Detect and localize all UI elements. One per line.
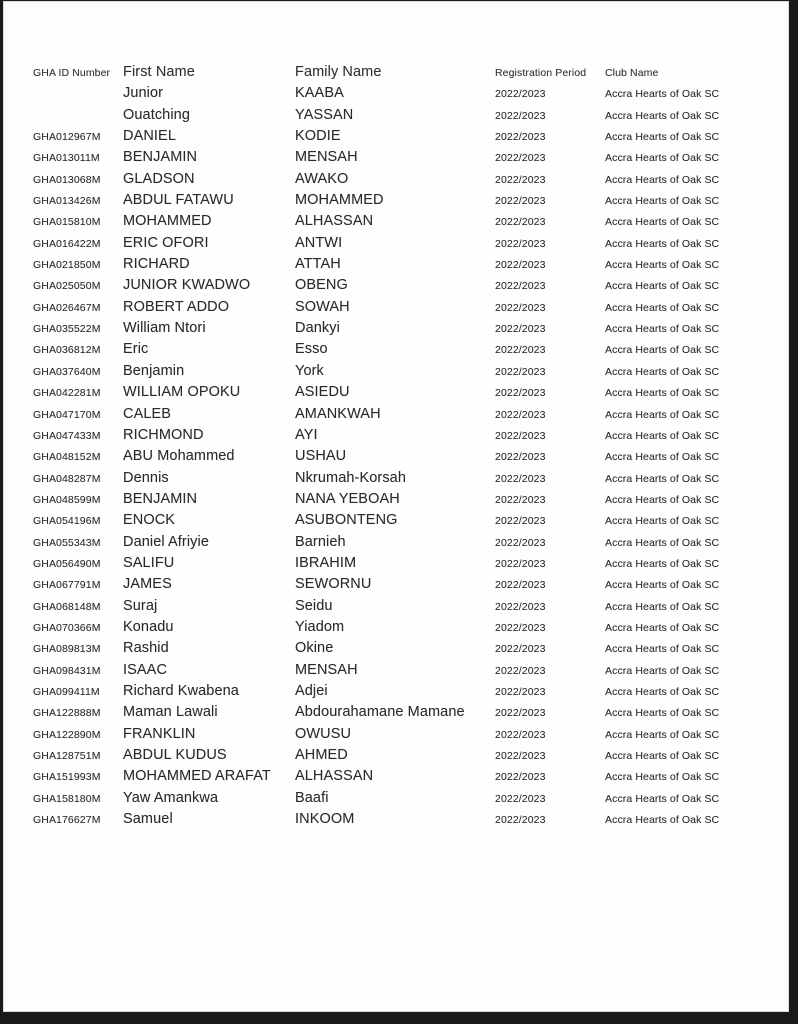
header-family-name: Family Name xyxy=(295,64,382,80)
cell-family-name: YASSAN xyxy=(295,106,354,123)
cell-registration-period: 2022/2023 xyxy=(495,237,546,250)
cell-first-name: ABDUL KUDUS xyxy=(123,747,227,763)
cell-first-name: Samuel xyxy=(123,811,173,828)
table-row xyxy=(33,598,779,619)
cell-registration-period: 2022/2023 xyxy=(495,451,546,464)
cell-registration-period: 2022/2023 xyxy=(495,216,546,229)
header-club-name: Club Name xyxy=(605,67,659,79)
cell-club-name: Accra Hearts of Oak SC xyxy=(605,301,720,314)
cell-registration-period: 2022/2023 xyxy=(495,408,546,421)
cell-registration-period: 2022/2023 xyxy=(495,323,546,336)
cell-club-name: Accra Hearts of Oak SC xyxy=(605,387,720,400)
table-row xyxy=(33,726,779,747)
cell-gha-id-number: GHA176627M xyxy=(33,814,101,827)
cell-gha-id-number: GHA122890M xyxy=(33,728,101,741)
cell-family-name: ALHASSAN xyxy=(295,213,374,230)
cell-first-name: ABDUL FATAWU xyxy=(123,192,234,209)
table-row xyxy=(33,704,779,725)
cell-club-name: Accra Hearts of Oak SC xyxy=(605,365,720,378)
cell-first-name: Yaw Amankwa xyxy=(123,789,219,806)
table-row xyxy=(33,747,779,768)
cell-family-name: MENSAH xyxy=(295,149,358,166)
cell-registration-period: 2022/2023 xyxy=(495,814,546,827)
cell-registration-period: 2022/2023 xyxy=(495,301,546,314)
table-row xyxy=(33,470,779,491)
cell-gha-id-number: GHA122888M xyxy=(33,707,101,720)
cell-family-name: AMANKWAH xyxy=(295,405,381,422)
cell-first-name: Daniel Afriyie xyxy=(123,533,210,550)
cell-gha-id-number: GHA015810M xyxy=(33,216,101,229)
cell-registration-period: 2022/2023 xyxy=(495,387,546,400)
header-registration-period: Registration Period xyxy=(495,67,587,79)
cell-family-name: Yiadom xyxy=(295,618,345,635)
cell-family-name: Esso xyxy=(295,341,328,358)
cell-family-name: USHAU xyxy=(295,448,347,465)
cell-gha-id-number: GHA054196M xyxy=(33,515,101,528)
cell-registration-period: 2022/2023 xyxy=(495,600,546,613)
table-row xyxy=(33,128,779,149)
cell-registration-period: 2022/2023 xyxy=(495,365,546,378)
cell-registration-period: 2022/2023 xyxy=(495,664,546,677)
cell-club-name: Accra Hearts of Oak SC xyxy=(605,643,720,656)
table-row xyxy=(33,555,779,576)
cell-club-name: Accra Hearts of Oak SC xyxy=(605,109,720,122)
cell-first-name: Dennis xyxy=(123,469,169,486)
cell-gha-id-number: GHA013068M xyxy=(33,173,101,186)
cell-family-name: Nkrumah-Korsah xyxy=(295,469,406,486)
cell-gha-id-number: GHA056490M xyxy=(33,557,101,570)
table-row xyxy=(33,341,779,362)
cell-first-name: ERIC OFORI xyxy=(123,234,209,251)
cell-family-name: SOWAH xyxy=(295,298,350,315)
cell-first-name: SALIFU xyxy=(123,554,175,571)
cell-club-name: Accra Hearts of Oak SC xyxy=(605,451,720,464)
cell-first-name: Benjamin xyxy=(123,362,185,379)
cell-club-name: Accra Hearts of Oak SC xyxy=(605,685,720,698)
table-row xyxy=(33,619,779,640)
cell-family-name: KAABA xyxy=(295,85,344,102)
cell-registration-period: 2022/2023 xyxy=(495,173,546,186)
table-row xyxy=(33,256,779,277)
cell-family-name: MOHAMMED xyxy=(295,192,384,209)
cell-club-name: Accra Hearts of Oak SC xyxy=(605,579,720,592)
cell-first-name: Maman Lawali xyxy=(123,704,218,721)
cell-family-name: ANTWI xyxy=(295,234,343,251)
cell-gha-id-number: GHA068148M xyxy=(33,600,101,613)
table-row xyxy=(33,213,779,234)
cell-registration-period: 2022/2023 xyxy=(495,707,546,720)
cell-first-name: ABU Mohammed xyxy=(123,448,235,465)
cell-first-name: ISAAC xyxy=(123,661,168,678)
cell-club-name: Accra Hearts of Oak SC xyxy=(605,344,720,357)
cell-registration-period: 2022/2023 xyxy=(495,515,546,528)
cell-gha-id-number: GHA048152M xyxy=(33,451,101,464)
cell-first-name: JAMES xyxy=(123,576,172,593)
cell-first-name: Junior xyxy=(123,85,164,102)
cell-club-name: Accra Hearts of Oak SC xyxy=(605,771,720,784)
cell-family-name: Okine xyxy=(295,640,334,657)
cell-gha-id-number: GHA048287M xyxy=(33,472,101,485)
cell-registration-period: 2022/2023 xyxy=(495,344,546,357)
cell-registration-period: 2022/2023 xyxy=(495,88,546,101)
cell-registration-period: 2022/2023 xyxy=(495,472,546,485)
cell-first-name: Rashid xyxy=(123,640,169,657)
cell-family-name: KODIE xyxy=(295,128,341,145)
cell-registration-period: 2022/2023 xyxy=(495,750,546,762)
cell-first-name: BENJAMIN xyxy=(123,490,198,507)
table-row xyxy=(33,534,779,555)
cell-first-name: RICHMOND xyxy=(123,426,204,443)
cell-first-name: Eric xyxy=(123,341,149,358)
cell-registration-period: 2022/2023 xyxy=(495,109,546,122)
cell-gha-id-number: GHA025050M xyxy=(33,280,101,293)
cell-registration-period: 2022/2023 xyxy=(495,536,546,549)
cell-family-name: Abdourahamane Mamane xyxy=(295,704,465,721)
cell-club-name: Accra Hearts of Oak SC xyxy=(605,216,720,229)
cell-club-name: Accra Hearts of Oak SC xyxy=(605,792,720,805)
cell-family-name: AYI xyxy=(295,426,318,443)
cell-club-name: Accra Hearts of Oak SC xyxy=(605,408,720,421)
cell-first-name: CALEB xyxy=(123,405,172,422)
table-row xyxy=(33,277,779,298)
cell-first-name: RICHARD xyxy=(123,256,190,273)
cell-registration-period: 2022/2023 xyxy=(495,131,546,144)
cell-club-name: Accra Hearts of Oak SC xyxy=(605,88,720,101)
cell-family-name: NANA YEBOAH xyxy=(295,490,400,507)
table-row xyxy=(33,235,779,256)
table-row xyxy=(33,811,779,832)
table-row xyxy=(33,406,779,427)
table-row xyxy=(33,299,779,320)
cell-family-name: ATTAH xyxy=(295,256,341,273)
cell-family-name: ASIEDU xyxy=(295,384,350,401)
table-body xyxy=(33,85,779,832)
cell-gha-id-number: GHA042281M xyxy=(33,387,101,400)
cell-first-name: Ouatching xyxy=(123,106,190,123)
cell-first-name: Konadu xyxy=(123,618,174,635)
table-row xyxy=(33,512,779,533)
cell-gha-id-number: GHA048599M xyxy=(33,493,101,506)
cell-club-name: Accra Hearts of Oak SC xyxy=(605,536,720,549)
cell-gha-id-number: GHA036812M xyxy=(33,344,101,357)
cell-club-name: Accra Hearts of Oak SC xyxy=(605,728,720,741)
cell-gha-id-number: GHA098431M xyxy=(33,664,101,677)
cell-registration-period: 2022/2023 xyxy=(495,792,546,805)
cell-family-name: Baafi xyxy=(295,789,329,806)
document-page xyxy=(3,1,789,1012)
cell-gha-id-number: GHA151993M xyxy=(33,771,101,784)
table-row xyxy=(33,171,779,192)
cell-club-name: Accra Hearts of Oak SC xyxy=(605,195,720,208)
cell-club-name: Accra Hearts of Oak SC xyxy=(605,707,720,720)
table-row xyxy=(33,640,779,661)
cell-first-name: Richard Kwabena xyxy=(123,682,239,699)
cell-club-name: Accra Hearts of Oak SC xyxy=(605,472,720,485)
cell-registration-period: 2022/2023 xyxy=(495,195,546,208)
table-row xyxy=(33,320,779,341)
cell-family-name: Barnieh xyxy=(295,533,346,550)
cell-first-name: GLADSON xyxy=(123,170,195,187)
cell-registration-period: 2022/2023 xyxy=(495,557,546,570)
cell-gha-id-number: GHA012967M xyxy=(33,131,101,144)
table-row xyxy=(33,768,779,789)
cell-registration-period: 2022/2023 xyxy=(495,643,546,656)
cell-club-name: Accra Hearts of Oak SC xyxy=(605,429,720,442)
cell-family-name: ASUBONTENG xyxy=(295,512,398,529)
cell-family-name: OBENG xyxy=(295,277,348,294)
cell-gha-id-number: GHA047433M xyxy=(33,429,101,442)
cell-club-name: Accra Hearts of Oak SC xyxy=(605,600,720,613)
cell-registration-period: 2022/2023 xyxy=(495,685,546,698)
cell-club-name: Accra Hearts of Oak SC xyxy=(605,621,720,634)
cell-gha-id-number: GHA055343M xyxy=(33,536,101,549)
cell-first-name: William Ntori xyxy=(123,320,206,337)
table-row xyxy=(33,85,779,106)
cell-club-name: Accra Hearts of Oak SC xyxy=(605,259,720,272)
cell-first-name: FRANKLIN xyxy=(123,725,196,742)
cell-club-name: Accra Hearts of Oak SC xyxy=(605,237,720,250)
cell-first-name: Suraj xyxy=(123,597,158,614)
cell-gha-id-number: GHA035522M xyxy=(33,323,101,336)
cell-gha-id-number: GHA099411M xyxy=(33,685,100,698)
cell-gha-id-number: GHA089813M xyxy=(33,643,101,656)
header-gha-id-number: GHA ID Number xyxy=(33,67,111,79)
cell-family-name: AWAKO xyxy=(295,170,349,187)
cell-first-name: ENOCK xyxy=(123,512,176,529)
cell-family-name: SEWORNU xyxy=(295,576,372,593)
cell-family-name: ALHASSAN xyxy=(295,768,374,785)
table-row xyxy=(33,192,779,213)
cell-registration-period: 2022/2023 xyxy=(495,429,546,442)
table-header-row xyxy=(33,64,779,85)
table-row xyxy=(33,790,779,811)
table-row xyxy=(33,384,779,405)
header-first-name: First Name xyxy=(123,64,195,80)
cell-club-name: Accra Hearts of Oak SC xyxy=(605,557,720,570)
cell-first-name: DANIEL xyxy=(123,128,176,145)
cell-gha-id-number: GHA021850M xyxy=(33,259,101,272)
cell-family-name: Seidu xyxy=(295,597,333,614)
cell-registration-period: 2022/2023 xyxy=(495,579,546,592)
cell-family-name: AHMED xyxy=(295,747,348,763)
cell-registration-period: 2022/2023 xyxy=(495,152,546,165)
table-row xyxy=(33,683,779,704)
cell-club-name: Accra Hearts of Oak SC xyxy=(605,323,720,336)
cell-gha-id-number: GHA013426M xyxy=(33,195,101,208)
table-row xyxy=(33,427,779,448)
cell-first-name: MOHAMMED ARAFAT xyxy=(123,768,271,785)
cell-registration-period: 2022/2023 xyxy=(495,621,546,634)
cell-family-name: OWUSU xyxy=(295,725,352,742)
table-row xyxy=(33,363,779,384)
cell-club-name: Accra Hearts of Oak SC xyxy=(605,280,720,293)
cell-club-name: Accra Hearts of Oak SC xyxy=(605,664,720,677)
cell-gha-id-number: GHA026467M xyxy=(33,301,101,314)
cell-gha-id-number: GHA070366M xyxy=(33,621,101,634)
table-row xyxy=(33,662,779,683)
table-row xyxy=(33,448,779,469)
cell-gha-id-number: GHA037640M xyxy=(33,365,101,378)
table-row xyxy=(33,576,779,597)
table-row xyxy=(33,149,779,170)
cell-club-name: Accra Hearts of Oak SC xyxy=(605,814,720,827)
cell-family-name: MENSAH xyxy=(295,661,358,678)
cell-first-name: BENJAMIN xyxy=(123,149,198,166)
cell-family-name: IBRAHIM xyxy=(295,554,357,571)
cell-first-name: JUNIOR KWADWO xyxy=(123,277,251,294)
table-row xyxy=(33,491,779,512)
cell-family-name: York xyxy=(295,362,324,379)
cell-registration-period: 2022/2023 xyxy=(495,771,546,784)
cell-first-name: ROBERT ADDO xyxy=(123,298,230,315)
cell-club-name: Accra Hearts of Oak SC xyxy=(605,515,720,528)
cell-registration-period: 2022/2023 xyxy=(495,280,546,293)
table-row xyxy=(33,107,779,128)
cell-registration-period: 2022/2023 xyxy=(495,493,546,506)
cell-gha-id-number: GHA128751M xyxy=(33,750,101,762)
cell-family-name: Adjei xyxy=(295,682,328,699)
cell-club-name: Accra Hearts of Oak SC xyxy=(605,173,720,186)
cell-registration-period: 2022/2023 xyxy=(495,728,546,741)
cell-gha-id-number: GHA047170M xyxy=(33,408,101,421)
cell-gha-id-number: GHA067791M xyxy=(33,579,101,592)
cell-first-name: MOHAMMED xyxy=(123,213,212,230)
cell-club-name: Accra Hearts of Oak SC xyxy=(605,152,720,165)
player-registration-table xyxy=(33,64,779,832)
cell-family-name: INKOOM xyxy=(295,811,355,828)
cell-club-name: Accra Hearts of Oak SC xyxy=(605,750,720,762)
cell-gha-id-number: GHA013011M xyxy=(33,152,100,165)
cell-first-name: WILLIAM OPOKU xyxy=(123,384,241,401)
cell-gha-id-number: GHA016422M xyxy=(33,237,101,250)
cell-club-name: Accra Hearts of Oak SC xyxy=(605,493,720,506)
cell-gha-id-number: GHA158180M xyxy=(33,792,101,805)
cell-family-name: Dankyi xyxy=(295,320,340,337)
cell-club-name: Accra Hearts of Oak SC xyxy=(605,131,720,144)
cell-registration-period: 2022/2023 xyxy=(495,259,546,272)
